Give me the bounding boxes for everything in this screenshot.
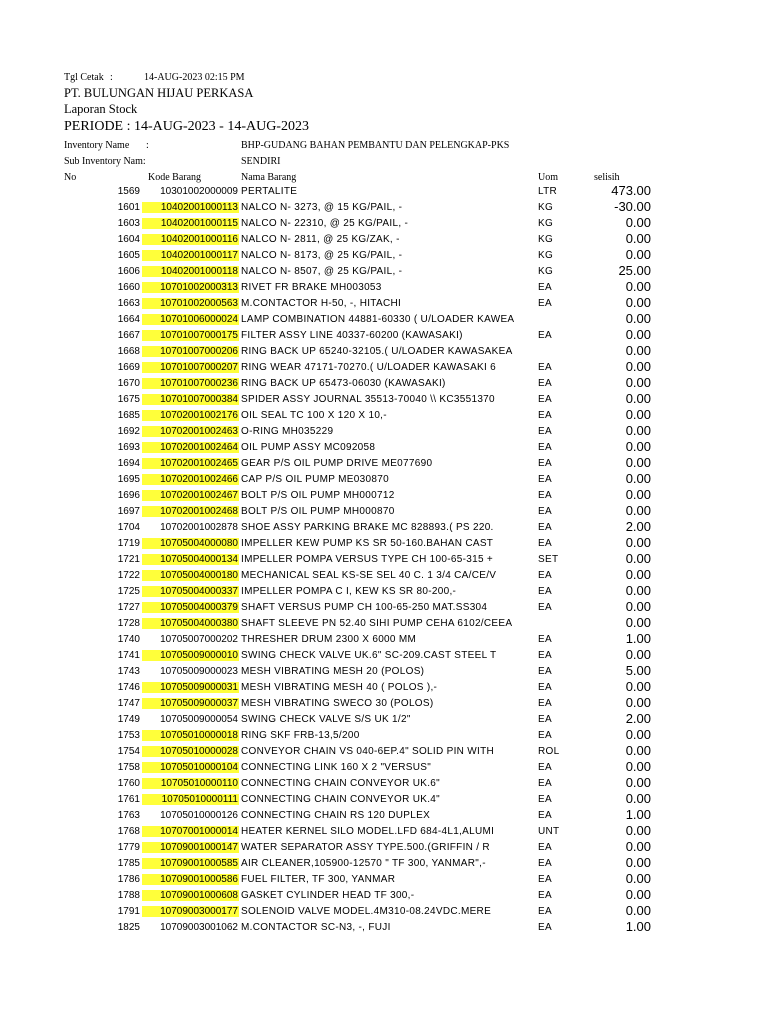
item-selisih: 1.00 (625, 807, 651, 822)
row-number: 1779 (117, 842, 140, 853)
item-selisih: 473.00 (611, 183, 651, 198)
item-selisih: 0.00 (625, 535, 651, 550)
item-selisih: 0.00 (625, 231, 651, 246)
row-number: 1768 (117, 826, 140, 837)
item-uom: EA (538, 810, 552, 821)
item-name: O-RING MH035229 (241, 426, 334, 437)
row-number: 1791 (117, 906, 140, 917)
table-row (0, 424, 768, 440)
table-row (0, 216, 768, 232)
item-name: IMPELLER POMPA C I, KEW KS SR 80-200,- (241, 586, 457, 597)
item-name: RING SKF FRB-13,5/200 (241, 730, 360, 741)
item-name: SOLENOID VALVE MODEL.4M310-08.24VDC.MERE (241, 906, 492, 917)
item-code: 10705010000110 (142, 778, 239, 789)
row-number: 1668 (117, 346, 140, 357)
row-number: 1606 (117, 266, 140, 277)
print-date-colon: : (110, 72, 113, 83)
table-row (0, 840, 768, 856)
table-row (0, 712, 768, 728)
row-number: 1753 (117, 730, 140, 741)
item-name: SHAFT SLEEVE PN 52.40 SIHI PUMP CEHA 6102/CEEA (241, 618, 513, 629)
table-row (0, 616, 768, 632)
item-code: 10705010000126 (160, 810, 238, 821)
item-name: CAP P/S OIL PUMP ME030870 (241, 474, 389, 485)
item-selisih: 2.00 (625, 711, 651, 726)
item-name: NALCO N- 3273, @ 15 KG/PAIL, - (241, 202, 403, 213)
item-name: SHOE ASSY PARKING BRAKE MC 828893.( PS 220. (241, 522, 494, 533)
item-uom: EA (538, 522, 552, 533)
row-number: 1664 (117, 314, 140, 325)
row-number: 1761 (117, 794, 140, 805)
item-selisih: 0.00 (625, 903, 651, 918)
table-row (0, 728, 768, 744)
table-row (0, 856, 768, 872)
column-header-uom: Uom (538, 172, 558, 183)
row-number: 1727 (117, 602, 140, 613)
item-name: RING BACK UP 65473-06030 (KAWASAKI) (241, 378, 446, 389)
item-selisih: 5.00 (625, 663, 651, 678)
item-uom: EA (538, 874, 552, 885)
item-uom: EA (538, 474, 552, 485)
item-name: NALCO N- 8173, @ 25 KG/PAIL, - (241, 250, 403, 261)
row-number: 1785 (117, 858, 140, 869)
item-code: 10705004000380 (142, 618, 239, 629)
row-number: 1697 (117, 506, 140, 517)
item-uom: EA (538, 426, 552, 437)
row-number: 1693 (117, 442, 140, 453)
item-uom: EA (538, 410, 552, 421)
item-uom: EA (538, 362, 552, 373)
item-code: 10705009000054 (160, 714, 238, 725)
item-uom: EA (538, 378, 552, 389)
item-code: 10705009000023 (160, 666, 238, 677)
item-selisih: 0.00 (625, 791, 651, 806)
item-selisih: 25.00 (618, 263, 651, 278)
company-name: PT. BULUNGAN HIJAU PERKASA (64, 86, 254, 100)
item-selisih: 0.00 (625, 311, 651, 326)
table-row (0, 888, 768, 904)
item-code: 10402001000117 (142, 250, 239, 261)
item-name: WATER SEPARATOR ASSY TYPE.500.(GRIFFIN / R (241, 842, 490, 853)
item-name: THRESHER DRUM 2300 X 6000 MM (241, 634, 417, 645)
item-code: 10709001000608 (142, 890, 239, 901)
item-uom: KG (538, 218, 554, 229)
item-selisih: 0.00 (625, 487, 651, 502)
table-row (0, 456, 768, 472)
item-name: MESH VIBRATING MESH 40 ( POLOS ),- (241, 682, 438, 693)
item-selisih: 0.00 (625, 775, 651, 790)
item-code: 10705009000037 (142, 698, 239, 709)
item-uom: EA (538, 506, 552, 517)
table-row (0, 376, 768, 392)
item-code: 10705004000337 (142, 586, 239, 597)
table-row (0, 248, 768, 264)
table-row (0, 520, 768, 536)
item-uom: EA (538, 586, 552, 597)
item-code: 10705004000080 (142, 538, 239, 549)
item-uom: EA (538, 394, 552, 405)
row-number: 1786 (117, 874, 140, 885)
table-row (0, 552, 768, 568)
item-name: AIR CLEANER,105900-12570 " TF 300, YANMAR",- (241, 858, 486, 869)
item-name: NALCO N- 22310, @ 25 KG/PAIL, - (241, 218, 409, 229)
table-row (0, 760, 768, 776)
item-code: 10705010000018 (142, 730, 239, 741)
item-selisih: 1.00 (625, 919, 651, 934)
item-code: 10705009000010 (142, 650, 239, 661)
item-code: 10701002000313 (142, 282, 239, 293)
item-name: IMPELLER POMPA VERSUS TYPE CH 100-65-315 + (241, 554, 494, 565)
item-code: 10301002000009 (160, 186, 238, 197)
row-number: 1747 (117, 698, 140, 709)
table-row (0, 504, 768, 520)
table-row (0, 264, 768, 280)
item-name: CONNECTING CHAIN CONVEYOR UK.6" (241, 778, 440, 789)
row-number: 1728 (117, 618, 140, 629)
item-code: 10702001002466 (142, 474, 239, 485)
table-row (0, 184, 768, 200)
item-uom: EA (538, 570, 552, 581)
item-name: M.CONTACTOR H-50, -, HITACHI (241, 298, 402, 309)
item-uom: UNT (538, 826, 560, 837)
item-name: RIVET FR BRAKE MH003053 (241, 282, 382, 293)
report-period: PERIODE : 14-AUG-2023 - 14-AUG-2023 (64, 119, 309, 134)
item-selisih: 1.00 (625, 631, 651, 646)
item-selisih: 0.00 (625, 887, 651, 902)
item-code: 10701007000206 (142, 346, 239, 357)
item-uom: EA (538, 730, 552, 741)
table-row (0, 648, 768, 664)
item-name: CONNECTING LINK 160 X 2 "VERSUS" (241, 762, 432, 773)
item-name: GASKET CYLINDER HEAD TF 300,- (241, 890, 415, 901)
item-code: 10402001000115 (142, 218, 239, 229)
row-number: 1763 (117, 810, 140, 821)
table-row (0, 392, 768, 408)
item-code: 10702001002467 (142, 490, 239, 501)
item-selisih: 0.00 (625, 407, 651, 422)
item-name: SPIDER ASSY JOURNAL 35513-70040 \\ KC3551370 (241, 394, 495, 405)
item-selisih: 0.00 (625, 823, 651, 838)
item-code: 10709003001062 (160, 922, 238, 933)
item-selisih: 0.00 (625, 439, 651, 454)
item-code: 10707001000014 (142, 826, 239, 837)
item-selisih: 0.00 (625, 455, 651, 470)
table-row (0, 824, 768, 840)
item-code: 10705004000134 (142, 554, 239, 565)
item-name: BOLT P/S OIL PUMP MH000712 (241, 490, 395, 501)
table-row (0, 584, 768, 600)
item-uom: KG (538, 234, 554, 245)
item-uom: EA (538, 602, 552, 613)
row-number: 1660 (117, 282, 140, 293)
table-row (0, 232, 768, 248)
item-uom: EA (538, 330, 552, 341)
item-selisih: 0.00 (625, 343, 651, 358)
item-selisih: 0.00 (625, 295, 651, 310)
row-number: 1721 (117, 554, 140, 565)
item-code: 10702001002465 (142, 458, 239, 469)
item-code: 10701007000236 (142, 378, 239, 389)
row-number: 1722 (117, 570, 140, 581)
row-number: 1569 (117, 186, 140, 197)
item-selisih: 0.00 (625, 839, 651, 854)
row-number: 1670 (117, 378, 140, 389)
item-selisih: 0.00 (625, 647, 651, 662)
item-selisih: 0.00 (625, 551, 651, 566)
item-uom: EA (538, 538, 552, 549)
table-row (0, 664, 768, 680)
item-selisih: 0.00 (625, 599, 651, 614)
table-row (0, 808, 768, 824)
item-name: MESH VIBRATING MESH 20 (POLOS) (241, 666, 425, 677)
item-code: 10705004000379 (142, 602, 239, 613)
row-number: 1719 (117, 538, 140, 549)
row-number: 1669 (117, 362, 140, 373)
item-selisih: 0.00 (625, 423, 651, 438)
table-row (0, 744, 768, 760)
item-uom: EA (538, 442, 552, 453)
item-code: 10702001002176 (142, 410, 239, 421)
row-number: 1667 (117, 330, 140, 341)
table-row (0, 440, 768, 456)
item-code: 10705010000104 (142, 762, 239, 773)
item-code: 10701007000207 (142, 362, 239, 373)
item-uom: KG (538, 250, 554, 261)
table-row (0, 600, 768, 616)
column-header-nama: Nama Barang (241, 172, 297, 183)
item-uom: EA (538, 922, 552, 933)
table-row (0, 408, 768, 424)
item-uom: EA (538, 714, 552, 725)
row-number: 1825 (117, 922, 140, 933)
item-code: 10709001000585 (142, 858, 239, 869)
item-code: 10705010000028 (142, 746, 239, 757)
row-number: 1695 (117, 474, 140, 485)
row-number: 1760 (117, 778, 140, 789)
item-code: 10402001000118 (142, 266, 239, 277)
row-number: 1740 (117, 634, 140, 645)
item-selisih: 0.00 (625, 359, 651, 374)
item-name: PERTALITE (241, 186, 298, 197)
table-row (0, 280, 768, 296)
item-name: OIL SEAL TC 100 X 120 X 10,- (241, 410, 387, 421)
row-number: 1725 (117, 586, 140, 597)
item-uom: EA (538, 650, 552, 661)
inventory-name-colon: : (146, 140, 149, 151)
item-selisih: 0.00 (625, 247, 651, 262)
row-number: 1692 (117, 426, 140, 437)
item-selisih: 0.00 (625, 855, 651, 870)
item-code: 10702001002463 (142, 426, 239, 437)
item-selisih: 2.00 (625, 519, 651, 534)
item-uom: EA (538, 794, 552, 805)
item-selisih: 0.00 (625, 215, 651, 230)
row-number: 1694 (117, 458, 140, 469)
item-uom: EA (538, 666, 552, 677)
item-uom: EA (538, 298, 552, 309)
table-row (0, 344, 768, 360)
row-number: 1675 (117, 394, 140, 405)
inventory-name-label: Inventory Name (64, 140, 130, 151)
table-row (0, 360, 768, 376)
item-code: 10705009000031 (142, 682, 239, 693)
item-name: CONNECTING CHAIN RS 120 DUPLEX (241, 810, 431, 821)
row-number: 1788 (117, 890, 140, 901)
item-name: BOLT P/S OIL PUMP MH000870 (241, 506, 395, 517)
item-code: 10709001000147 (142, 842, 239, 853)
item-selisih: 0.00 (625, 503, 651, 518)
row-number: 1603 (117, 218, 140, 229)
table-row (0, 792, 768, 808)
item-code: 10701007000384 (142, 394, 239, 405)
item-name: OIL PUMP ASSY MC092058 (241, 442, 376, 453)
item-name: GEAR P/S OIL PUMP DRIVE ME077690 (241, 458, 433, 469)
row-number: 1749 (117, 714, 140, 725)
item-uom: EA (538, 490, 552, 501)
item-selisih: 0.00 (625, 471, 651, 486)
row-number: 1663 (117, 298, 140, 309)
row-number: 1746 (117, 682, 140, 693)
row-number: 1604 (117, 234, 140, 245)
table-row (0, 472, 768, 488)
item-name: CONNECTING CHAIN CONVEYOR UK.4" (241, 794, 440, 805)
item-name: RING WEAR 47171-70270.( U/LOADER KAWASAKI 6 (241, 362, 497, 373)
table-row (0, 200, 768, 216)
item-code: 10705010000111 (142, 794, 239, 805)
item-name: FILTER ASSY LINE 40337-60200 (KAWASAKI) (241, 330, 463, 341)
item-selisih: 0.00 (625, 695, 651, 710)
item-uom: EA (538, 858, 552, 869)
item-uom: KG (538, 266, 554, 277)
item-selisih: 0.00 (625, 279, 651, 294)
item-selisih: 0.00 (625, 375, 651, 390)
item-selisih: 0.00 (625, 759, 651, 774)
item-name: M.CONTACTOR SC-N3, -, FUJI (241, 922, 391, 933)
row-number: 1758 (117, 762, 140, 773)
row-number: 1605 (117, 250, 140, 261)
item-code: 10402001000113 (142, 202, 239, 213)
item-selisih: 0.00 (625, 679, 651, 694)
item-uom: KG (538, 202, 554, 213)
item-selisih: 0.00 (625, 727, 651, 742)
item-code: 10702001002468 (142, 506, 239, 517)
item-uom: EA (538, 282, 552, 293)
item-code: 10705004000180 (142, 570, 239, 581)
table-row (0, 328, 768, 344)
column-header-kode: Kode Barang (148, 172, 202, 183)
item-name: CONVEYOR CHAIN VS 040-6EP.4" SOLID PIN WITH (241, 746, 494, 757)
item-selisih: 0.00 (625, 391, 651, 406)
table-row (0, 696, 768, 712)
print-date-value: 14-AUG-2023 02:15 PM (144, 72, 245, 83)
item-name: RING BACK UP 65240-32105.( U/LOADER KAWASAKEA (241, 346, 513, 357)
item-uom: EA (538, 458, 552, 469)
table-row (0, 488, 768, 504)
row-number: 1741 (117, 650, 140, 661)
item-name: HEATER KERNEL SILO MODEL.LFD 684-4L1,ALUMI (241, 826, 495, 837)
item-name: NALCO N- 8507, @ 25 KG/PAIL, - (241, 266, 403, 277)
item-name: LAMP COMBINATION 44881-60330 ( U/LOADER KAWEA (241, 314, 515, 325)
table-row (0, 296, 768, 312)
item-name: SWING CHECK VALVE UK.6" SC-209.CAST STEEL T (241, 650, 497, 661)
item-selisih: 0.00 (625, 583, 651, 598)
item-uom: EA (538, 906, 552, 917)
item-selisih: 0.00 (625, 871, 651, 886)
print-date-label: Tgl Cetak (64, 72, 104, 83)
item-name: SWING CHECK VALVE S/S UK 1/2" (241, 714, 411, 725)
row-number: 1754 (117, 746, 140, 757)
table-row (0, 632, 768, 648)
inventory-name-value: BHP-GUDANG BAHAN PEMBANTU DAN PELENGKAP-PKS (241, 140, 510, 151)
report-title: Laporan Stock (64, 102, 138, 116)
item-code: 10705007000202 (160, 634, 238, 645)
item-uom: SET (538, 554, 559, 565)
table-row (0, 680, 768, 696)
item-code: 10402001000116 (142, 234, 239, 245)
item-uom: EA (538, 762, 552, 773)
item-code: 10701006000024 (142, 314, 239, 325)
item-name: FUEL FILTER, TF 300, YANMAR (241, 874, 396, 885)
item-selisih: 0.00 (625, 743, 651, 758)
sub-inventory-value: SENDIRI (241, 156, 281, 167)
item-selisih: 0.00 (625, 567, 651, 582)
sub-inventory-label: Sub Inventory Nam: (64, 156, 146, 167)
item-uom: EA (538, 682, 552, 693)
table-row (0, 904, 768, 920)
column-header-selisih: selisih (594, 172, 620, 183)
item-uom: LTR (538, 186, 558, 197)
table-row (0, 776, 768, 792)
item-name: MECHANICAL SEAL KS-SE SEL 40 C. 1 3/4 CA/CE/V (241, 570, 497, 581)
item-uom: EA (538, 890, 552, 901)
table-row (0, 568, 768, 584)
item-name: NALCO N- 2811, @ 25 KG/ZAK, - (241, 234, 400, 245)
item-selisih: 0.00 (625, 327, 651, 342)
item-code: 10701007000175 (142, 330, 239, 341)
item-uom: ROL (538, 746, 560, 757)
item-uom: EA (538, 634, 552, 645)
item-code: 10709001000586 (142, 874, 239, 885)
row-number: 1696 (117, 490, 140, 501)
row-number: 1601 (117, 202, 140, 213)
item-name: MESH VIBRATING SWECO 30 (POLOS) (241, 698, 434, 709)
item-uom: EA (538, 698, 552, 709)
table-row (0, 536, 768, 552)
table-row (0, 920, 768, 936)
column-header-no: No (64, 172, 77, 183)
item-code: 10701002000563 (142, 298, 239, 309)
item-selisih: -30.00 (614, 199, 651, 214)
row-number: 1743 (117, 666, 140, 677)
item-uom: EA (538, 842, 552, 853)
item-code: 10702001002878 (160, 522, 238, 533)
item-code: 10702001002464 (142, 442, 239, 453)
item-name: IMPELLER KEW PUMP KS SR 50-160.BAHAN CAST (241, 538, 494, 549)
table-row (0, 312, 768, 328)
row-number: 1704 (117, 522, 140, 533)
table-row (0, 872, 768, 888)
item-uom: EA (538, 778, 552, 789)
item-code: 10709003000177 (142, 906, 239, 917)
item-name: SHAFT VERSUS PUMP CH 100-65-250 MAT.SS304 (241, 602, 488, 613)
item-selisih: 0.00 (625, 615, 651, 630)
row-number: 1685 (117, 410, 140, 421)
